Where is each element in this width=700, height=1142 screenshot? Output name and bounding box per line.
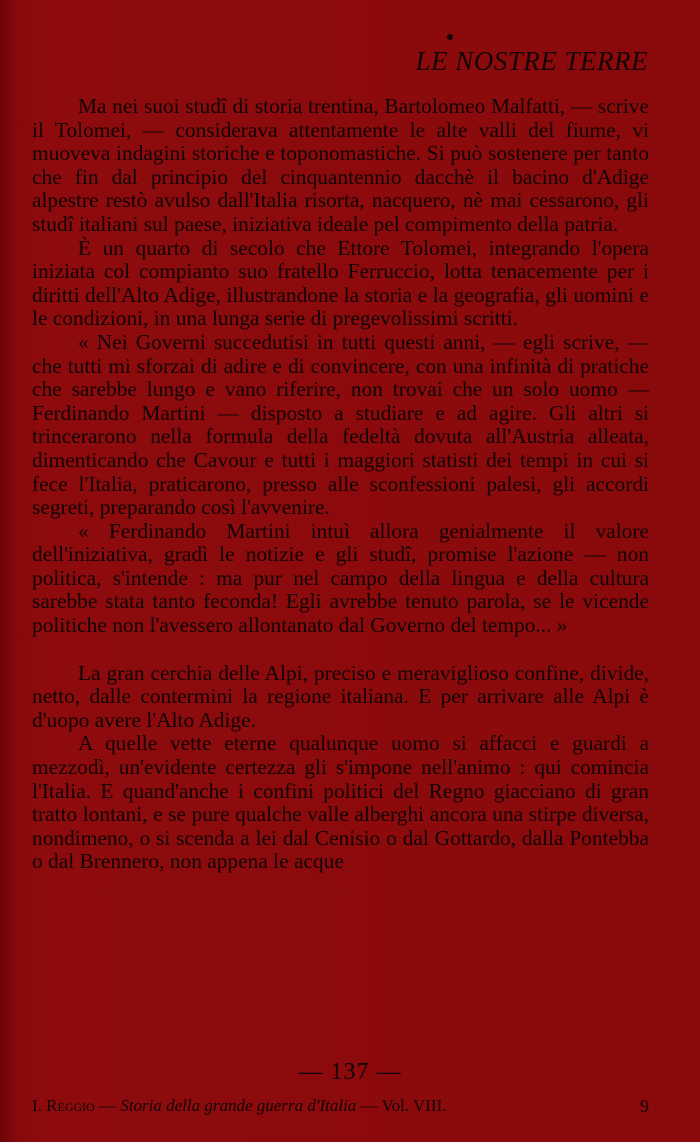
paragraph: È un quarto di secolo che Ettore Tolomei, integrando l'opera iniziata col compianto suo fratello Ferruccio, lotta tenacemente per i diritti dell'Alto Adige, illustrandone la storia e la geografia, gli uomini e le condizioni, in una lunga serie di pregevolissimi scritti. (32, 235, 649, 331)
signature-line (32, 1096, 447, 1116)
page-number: — 137 — (298, 1059, 402, 1085)
printer-signature (32, 1096, 649, 1117)
signature-sheet-number: 9 (640, 1096, 649, 1116)
paragraph: « Nei Governi succedutisi in tutti questi anni, — egli scrive, — che tutti mi sforzai di adire e di convincere, con una infinità di pratiche che sarebbe lungo e vano riferire, non trovai che un solo uomo — Ferdinando Martini — disposto a studiare e ad agire. Gli altri si trincerarono nella formula della fedeltà dovuta all'Austria alleata, dimenticando che Cavour e tutti i maggiori statisti dei tempi in cui si fece l'Italia, praticarono, presso alle sconfessioni palesi, gli accordi segreti, preparando così l'avvenire. (32, 329, 649, 520)
signature-volume: — Vol. VIII. (356, 1096, 447, 1115)
ink-mark (447, 34, 453, 40)
body-text (32, 95, 649, 874)
signature-dash: — (94, 1096, 121, 1115)
signature-author: I. Reggio (32, 1096, 95, 1115)
paragraph: « Ferdinando Martini intuì allora genialmente il valore dell'iniziativa, gradì le notizie e gli studî, promise l'azione — non politica, s'intende : ma pur nel campo della lingua e della cultura sarebbe stata tanto feconda! Egli avrebbe tenuto parola, se le vicende politiche non l'avessero allontanato dal Governo del tempo... » (32, 518, 649, 638)
paragraph: La gran cerchia delle Alpi, preciso e meraviglioso confine, divide, netto, dalle contermini la regione italiana. E per arrivare alle Alpi è d'uopo avere l'Alto Adige. (32, 660, 649, 732)
paragraph: Ma nei suoi studî di storia trentina, Bartolomeo Malfatti, — scrive il Tolomei, — considerava attentamente le alte valli del fiume, vi muoveva indagini storiche e toponomastiche. Si può sostenere per tanto che fin dal principio del cinquantennio dacchè il bacino d'Adige alpestre restò avulso dall'Italia risorta, nacquero, nè mai cessarono, gli studî italiani sul paese, iniziativa ideale pel compimento della patria. (32, 94, 649, 236)
paragraph: A quelle vette eterne qualunque uomo si affacci e guardi a mezzodì, un'evidente certezza gli s'impone nell'animo : qui comincia l'Italia. E quand'anche i confini politici del Regno giacciano di gran tratto lontani, e se pure qualche valle alberghi ancora una stirpe diversa, nondimeno, o si scenda a lei dal Cenisio o dal Gottardo, dalla Pontebba o dal Brennero, non appena le acque (32, 731, 649, 874)
running-head: LE NOSTRE TERRE (415, 46, 648, 76)
signature-title: Storia della grande guerra d'Italia (120, 1096, 357, 1115)
